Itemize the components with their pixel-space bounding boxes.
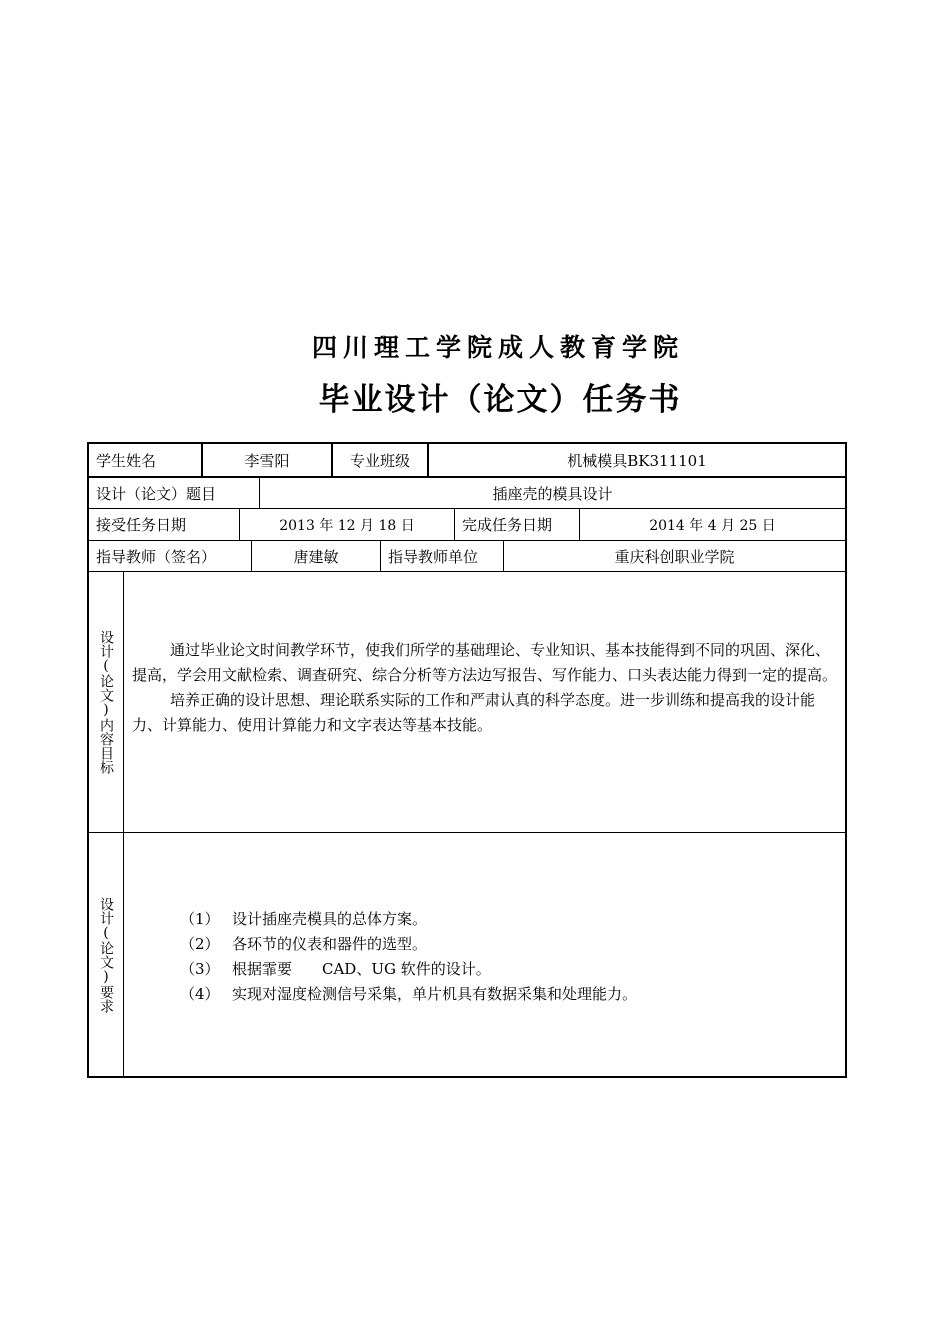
advisor-unit-value: 重庆科创职业学院 [614,547,735,566]
row-student [89,444,845,478]
complete-date-label: 完成任务日期 [462,516,553,534]
receive-date-label: 接受任务日期 [96,516,187,534]
requirement-item: （1） 设计插座壳模具的总体方案。 [180,910,428,928]
objectives-paragraph-2: 培养正确的设计思想、理论联系实际的工作和严肃认真的科学态度。进一步训练和提高我的设计能力、计算能力、使用计算能力和文字表达等基本技能。 [132,691,816,734]
row-topic [89,478,845,509]
requirements-label: 设计(论文)要求 [98,896,114,1013]
institution-title: 四川理工学院成人教育学院 [311,333,684,362]
objectives-label: 设计(论文)内容目标 [98,630,114,774]
requirement-item: （3） 根据霏要 CAD、UG 软件的设计。 [180,960,491,978]
major-class-label: 专业班级 [349,451,410,470]
student-name-label: 学生姓名 [96,451,157,470]
receive-date-value: 2013 年 12 月 18 日 [279,517,415,534]
advisor-value: 唐建敏 [293,547,339,566]
complete-date-value: 2014 年 4 月 25 日 [649,517,776,534]
task-table [87,442,847,1078]
document-title: 毕业设计（论文）任务书 [318,382,682,418]
requirement-item: （4） 实现对湿度检测信号采集，单片机具有数据采集和处理能力。 [180,985,638,1003]
student-name-value: 李雪阳 [244,451,290,470]
major-class-value: 机械模具BK311101 [567,451,707,470]
advisor-label: 指导教师（签名） [96,547,217,566]
row-advisor [89,541,845,572]
row-objectives [89,572,845,833]
topic-label: 设计（论文）题目 [96,484,217,503]
topic-value: 插座壳的模具设计 [492,484,613,503]
advisor-unit-label: 指导教师单位 [388,547,479,566]
row-dates [89,509,845,541]
row-requirements [89,833,845,1076]
requirement-item: （2） 各环节的仪表和器件的选型。 [180,935,428,953]
objectives-paragraph-1: 通过毕业论文时间教学环节，使我们所学的基础理论、专业知识、基本技能得到不同的巩固、深化、提高，学会用文献检索、调查研究、综合分析等方法边写报告、写作能力、口头表达能力得到一定的提高。 [132,641,838,684]
